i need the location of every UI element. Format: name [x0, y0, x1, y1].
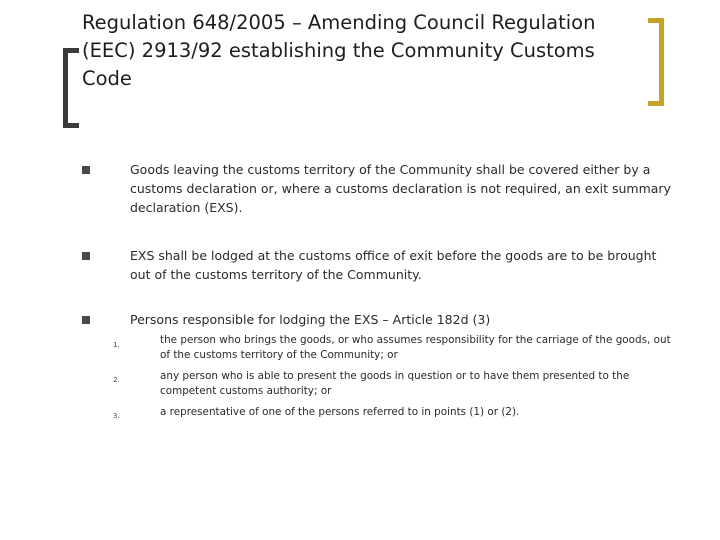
list-item-text: the person who brings the goods, or who assumes responsibility for the carriage of the goods, out of the customs territory of the Community; or [160, 334, 671, 361]
right-bracket-decoration [648, 18, 664, 106]
square-bullet-icon [82, 316, 90, 324]
list-item-text: any person who is able to present the goods in question or to have them presented to the competent customs authority; or [160, 370, 630, 397]
bullet-text: Goods leaving the customs territory of the Community shall be covered either by a customs declaration or, where a customs declaration is not required, an exit summary declaration (EXS). [130, 162, 671, 215]
square-bullet-icon [82, 252, 90, 260]
square-bullet-icon [82, 166, 90, 174]
slide-title: Regulation 648/2005 – Amending Council Regulation (EEC) 2913/92 establishing the Community Customs Code [82, 11, 596, 90]
list-number: 1. [113, 341, 120, 349]
bullet-text: Persons responsible for lodging the EXS – Article 182d (3) [130, 312, 491, 327]
list-number: 3. [113, 412, 120, 420]
list-number: 2. [113, 376, 120, 384]
list-item-text: a representative of one of the persons referred to in points (1) or (2). [160, 406, 520, 418]
left-bracket-decoration [63, 48, 79, 128]
bullet-text: EXS shall be lodged at the customs office of exit before the goods are to be brought out of the customs territory of the Community. [130, 248, 657, 282]
